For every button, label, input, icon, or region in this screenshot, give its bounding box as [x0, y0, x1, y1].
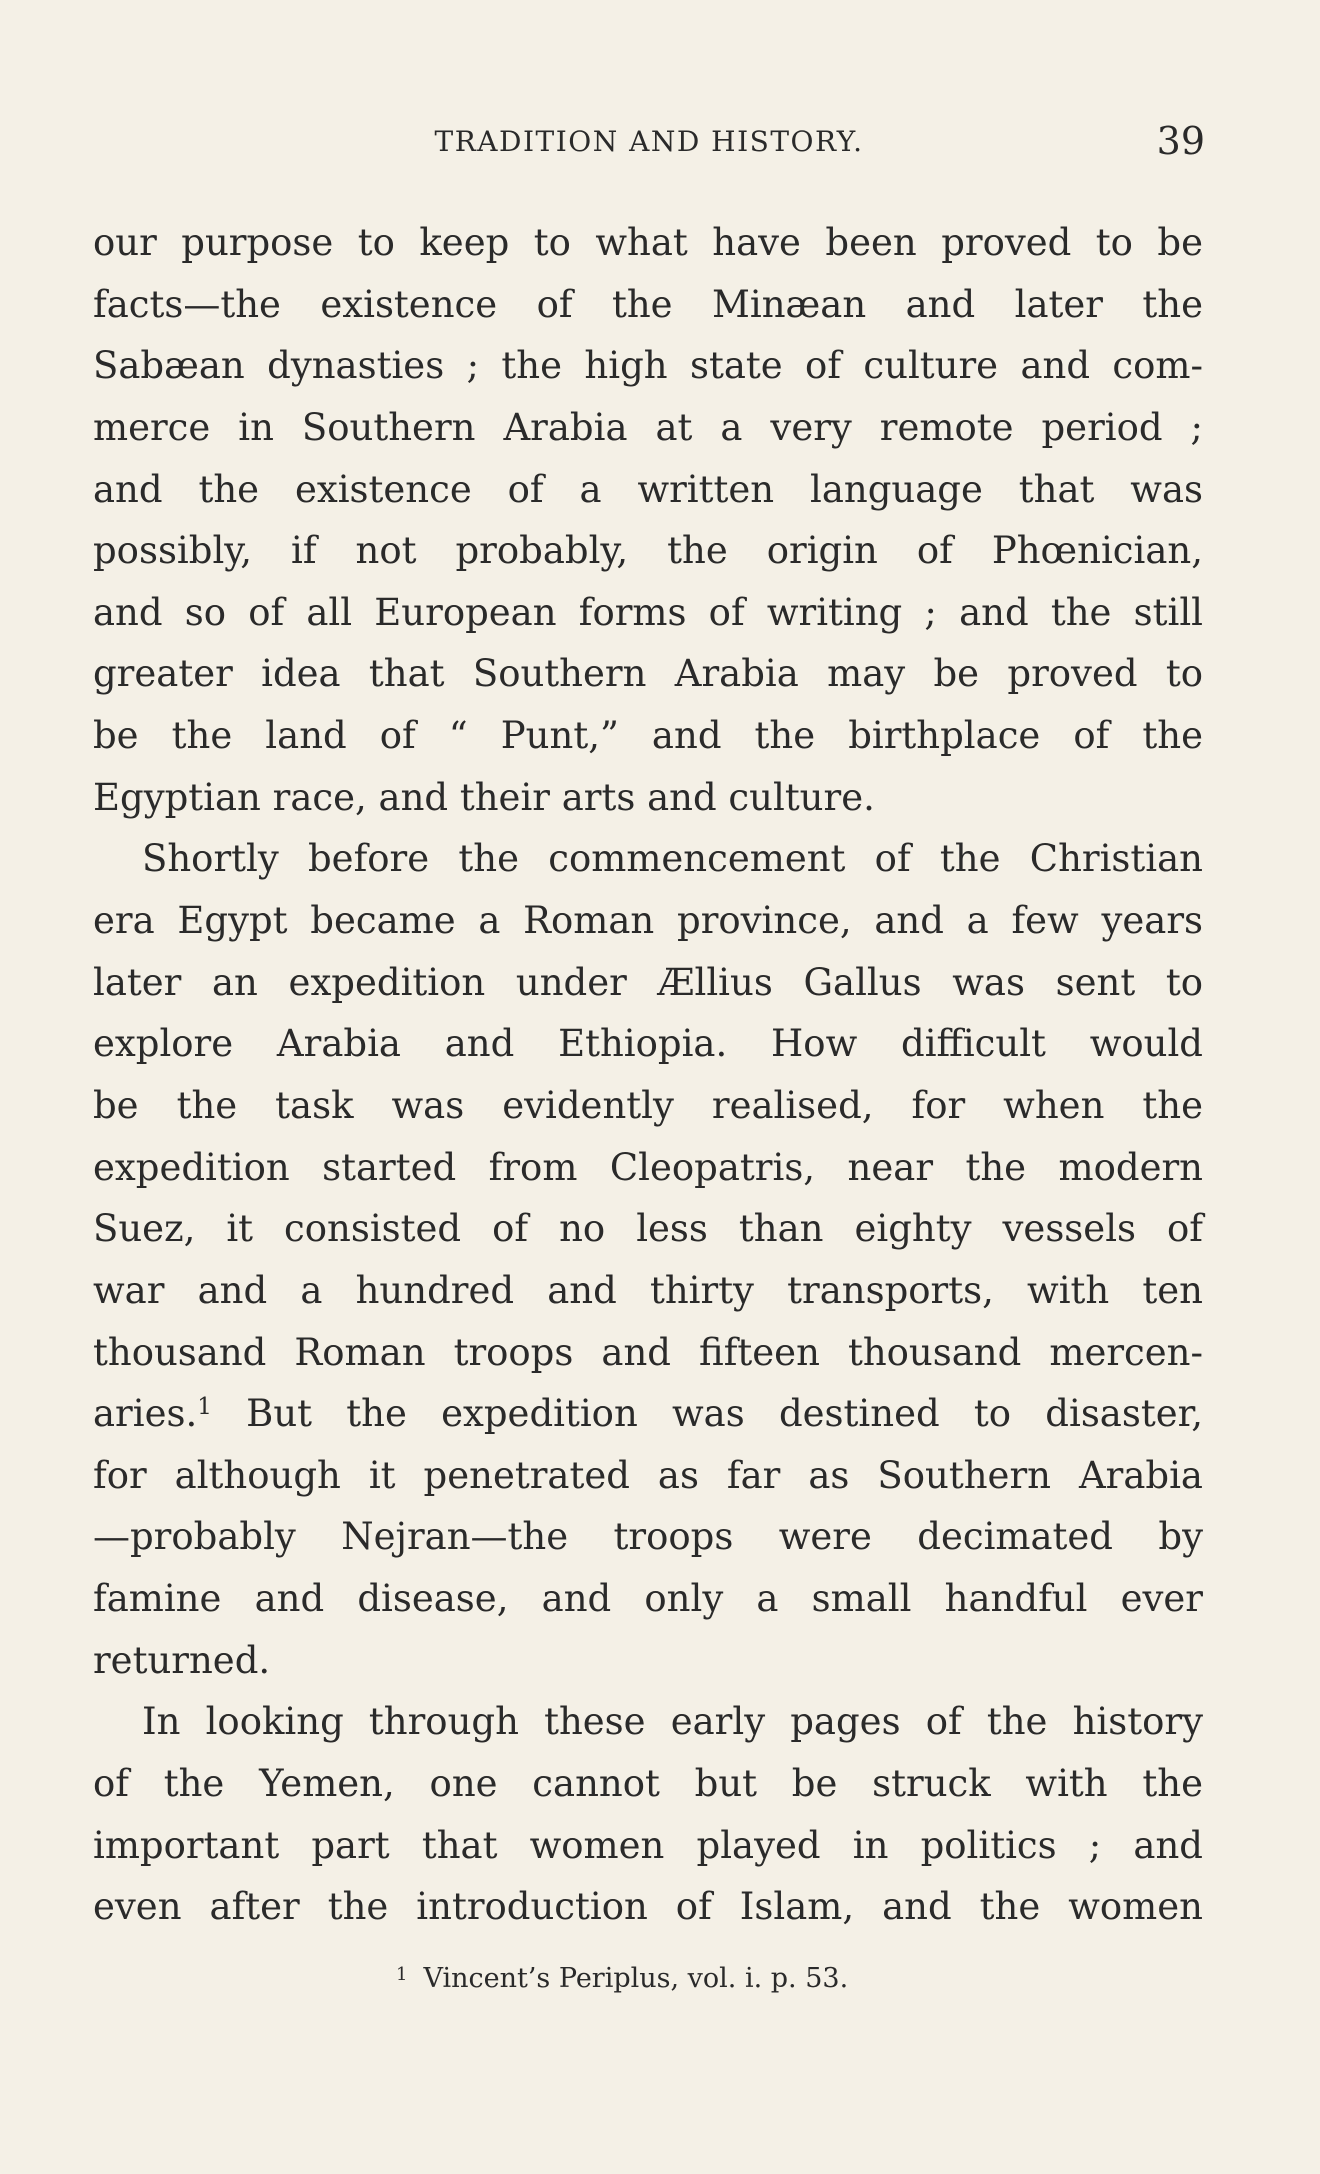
text-line: be the land of “ Punt,” and the birthplace of the — [93, 714, 1203, 758]
text-line: our purpose to keep to what have been proved to be — [93, 221, 1203, 264]
text-line: and so of all European forms of writing ; and the still — [93, 590, 1203, 634]
text-line: of the Yemen, one cannot but be struck with the — [93, 1762, 1203, 1806]
footnote — [396, 1955, 848, 1999]
paragraph-start-line: Shortly before the commencement of the Christian — [142, 837, 1203, 881]
text-line: famine and disease, and only a small handful ever — [93, 1577, 1203, 1621]
text-line: returned. — [93, 1638, 271, 1682]
running-title: TRADITION AND HISTORY. — [434, 125, 864, 158]
text-line: Egyptian race, and their arts and culture. — [93, 775, 875, 819]
text-line: for although it penetrated as far as Southern Arabia — [93, 1453, 1203, 1497]
text-line: and the existence of a written language that was — [93, 467, 1203, 511]
paragraph-start-line: In looking through these early pages of the history — [142, 1700, 1203, 1744]
footnote-marker: 1 — [396, 1964, 408, 1985]
footnote-reference[interactable]: 1 — [197, 1394, 212, 1421]
running-head — [93, 119, 1205, 172]
body-text — [93, 212, 1203, 1938]
text-segment: But the expedition was destined to disaster, — [246, 1392, 1203, 1436]
text-line-with-note — [93, 1383, 1203, 1445]
text-line: Suez, it consisted of no less than eighty vessels of — [93, 1207, 1203, 1251]
text-line: era Egypt became a Roman province, and a few years — [93, 899, 1203, 943]
text-line: thousand Roman troops and fifteen thousand mercen- — [93, 1330, 1203, 1374]
text-segment: aries. — [93, 1392, 198, 1436]
text-line: expedition started from Cleopatris, near the modern — [93, 1145, 1203, 1189]
text-line: greater idea that Southern Arabia may be proved to — [93, 652, 1203, 696]
text-line: later an expedition under Ællius Gallus was sent to — [93, 960, 1203, 1004]
text-line: important part that women played in politics ; and — [93, 1823, 1203, 1867]
text-line: even after the introduction of Islam, and the women — [93, 1885, 1203, 1929]
text-line: —probably Nejran—the troops were decimated by — [93, 1515, 1203, 1559]
text-line: possibly, if not probably, the origin of Phœnician, — [93, 529, 1203, 573]
text-line: Sabæan dynasties ; the high state of culture and com- — [93, 344, 1203, 388]
text-line: explore Arabia and Ethiopia. How difficult would — [93, 1022, 1203, 1066]
text-segment — [212, 1392, 246, 1435]
text-line: facts—the existence of the Minæan and later the — [93, 282, 1203, 326]
text-line: merce in Southern Arabia at a very remote period ; — [93, 405, 1203, 449]
footnote-text: Vincent’s Periplus, vol. i. p. 53. — [423, 1963, 849, 1994]
text-line: be the task was evidently realised, for when the — [93, 1083, 1203, 1127]
page-number: 39 — [1156, 119, 1205, 163]
text-line: war and a hundred and thirty transports, with ten — [93, 1268, 1203, 1312]
